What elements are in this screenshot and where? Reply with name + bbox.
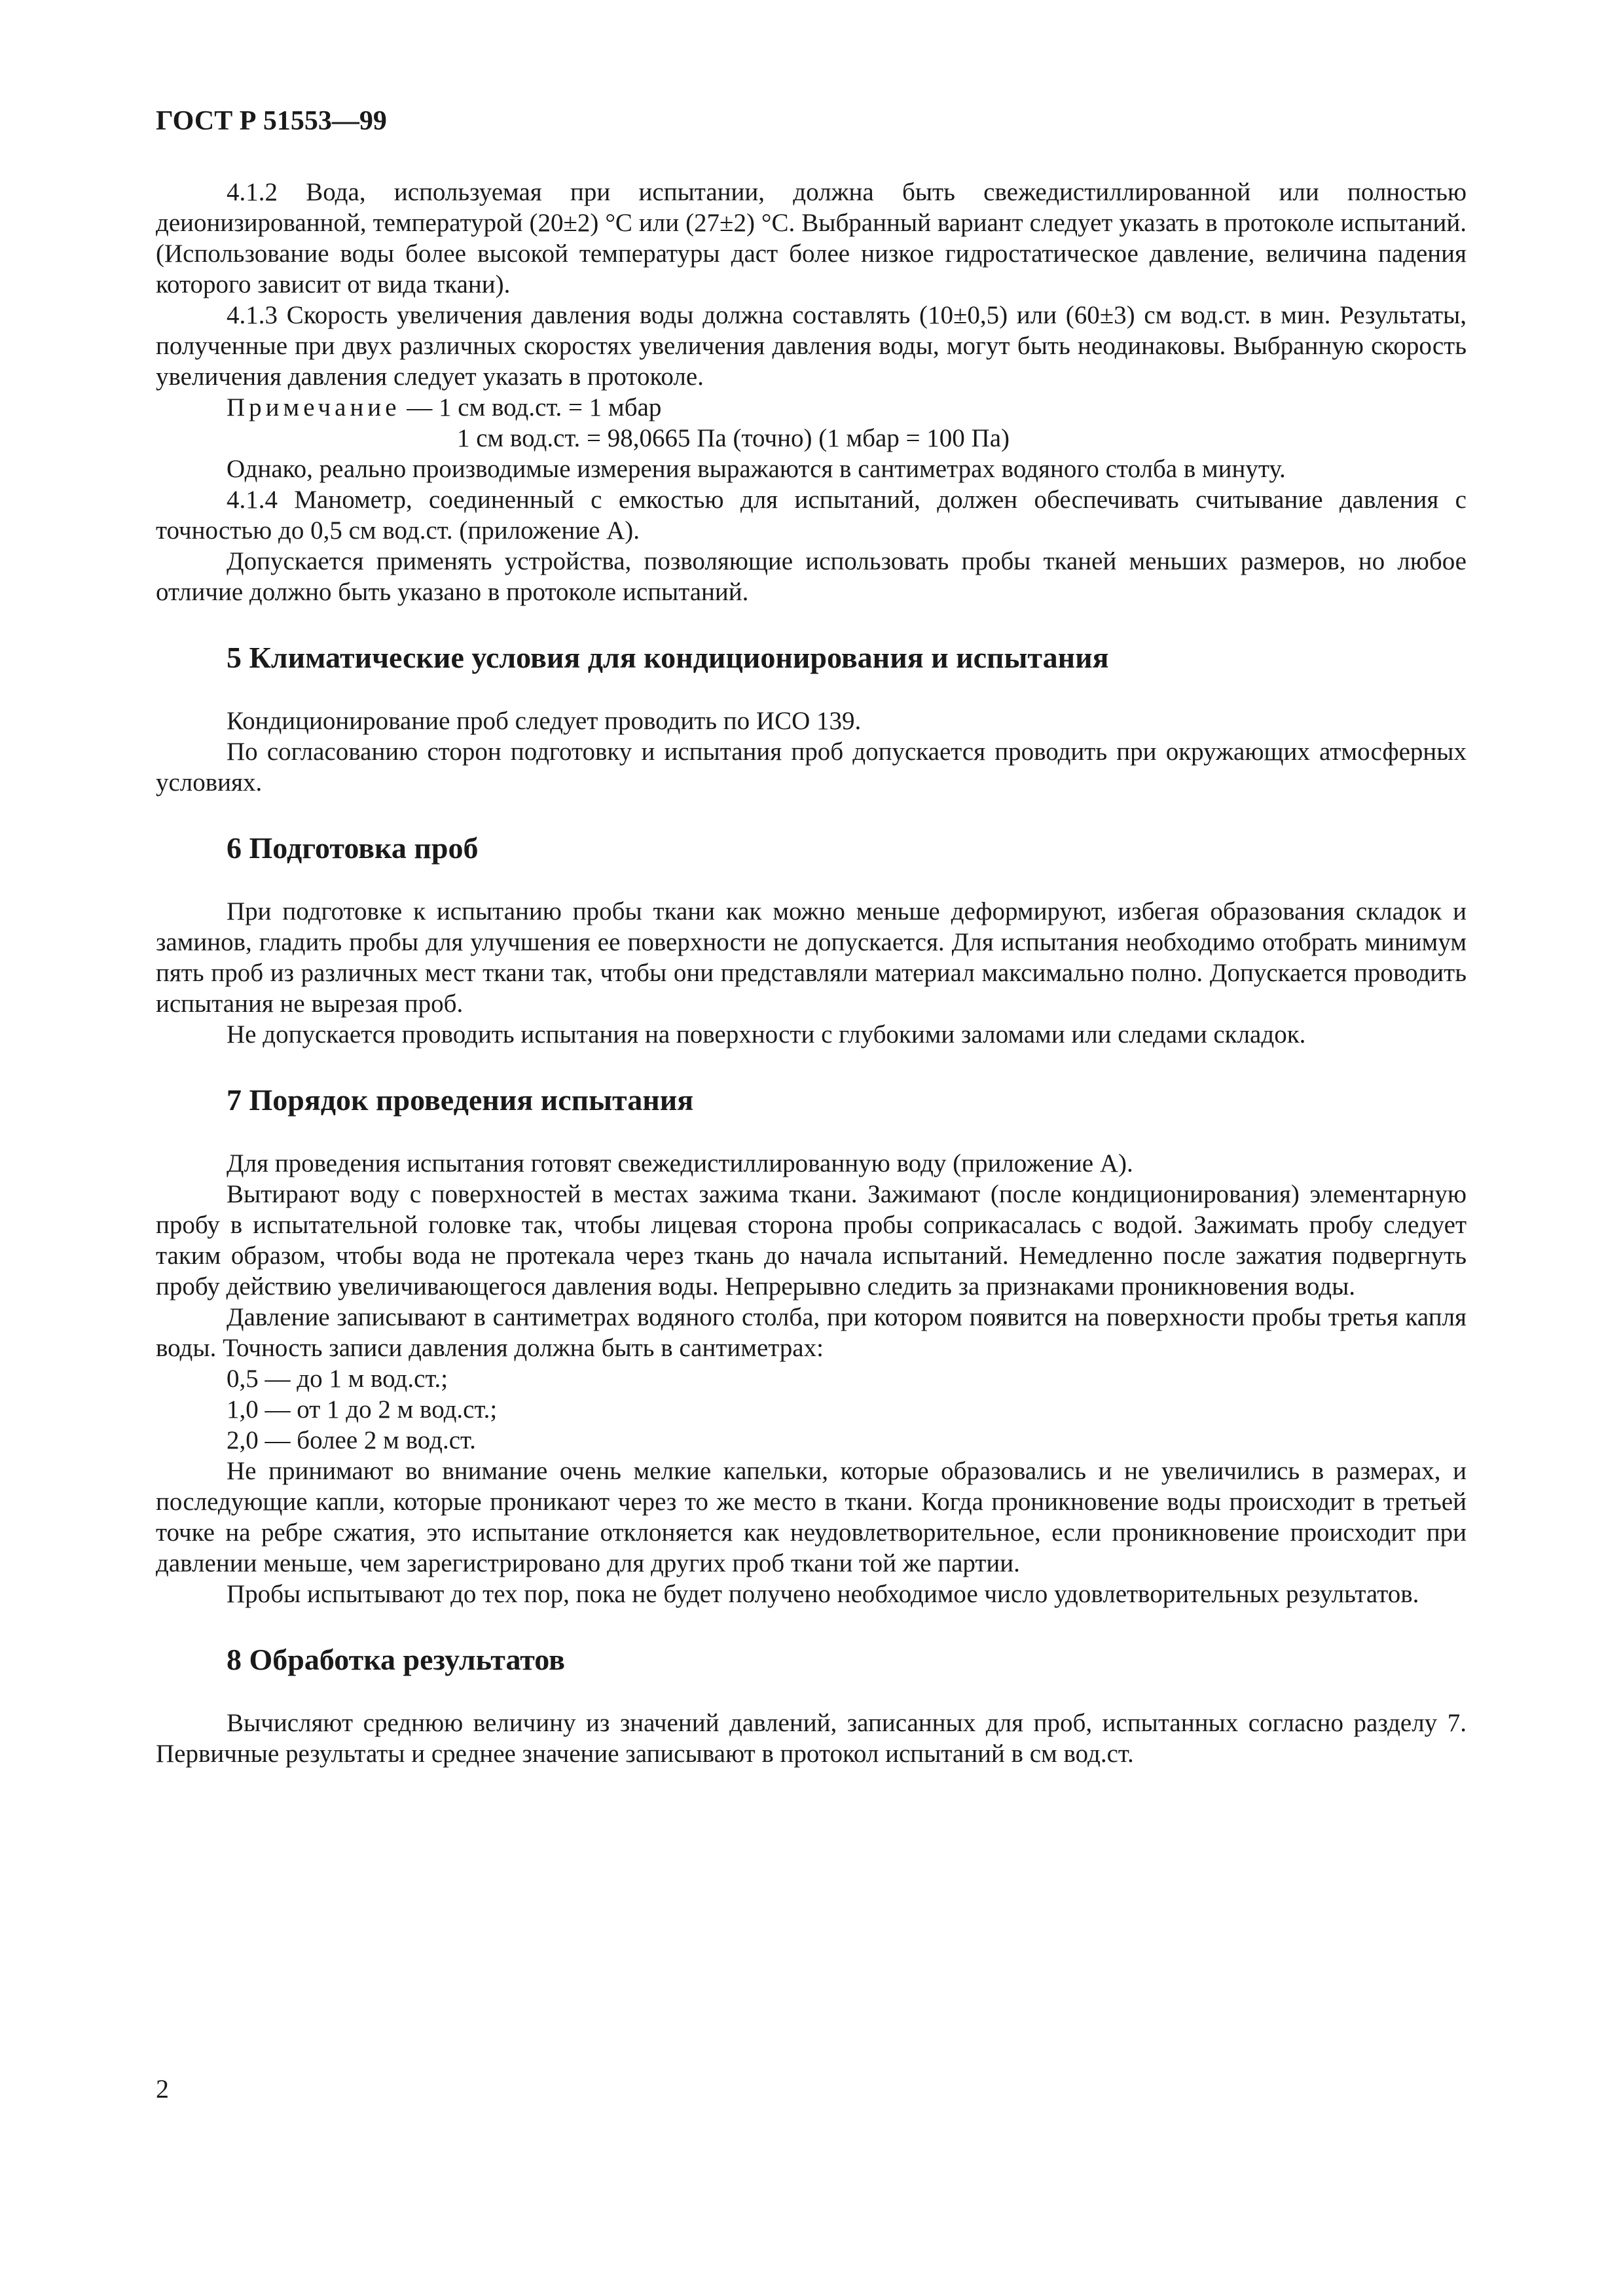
precision-list-item: 0,5 — до 1 м вод.ст.; <box>227 1365 448 1393</box>
section-7-paragraph-5: Пробы испытывают до тех пор, пока не будет получено необходимое число удовлетворительных результатов. <box>227 1580 1419 1608</box>
section-7-paragraph-1: Для проведения испытания готовят свежедистиллированную воду (приложение А). <box>227 1149 1133 1177</box>
paragraph-however: Однако, реально производимые измерения выражаются в сантиметрах водяного столба в минуту. <box>227 455 1286 483</box>
note-label: Примечание <box>227 393 401 422</box>
section-8-heading: 8 Обработка результатов <box>227 1643 565 1676</box>
standard-designation: ГОСТ Р 51553—99 <box>156 106 387 136</box>
section-7-paragraph-2: Вытирают воду с поверхностей в местах зажима ткани. Зажимают (после кондиционирования) элементарную пробу в испытательной головке так, чтобы лицевая сторона пробы соприкасалась с водой. Зажимать пробу следует таким образом, чтобы вода не протекала через ткань до начала испытаний. Немедленно после зажатия подвергнуть пробу действию увеличивающегося давления воды. Непрерывно следить за признаками проникновения воды. <box>156 1180 1467 1300</box>
section-6-paragraph-1: При подготовке к испытанию пробы ткани как можно меньше деформируют, избегая образования складок и заминов, гладить пробы для улучшения ее поверхности не допускается. Для испытания необходимо отобрать минимум пять проб из различных мест ткани так, чтобы они представляли материал максимально полно. Допускается проводить испытания не вырезая проб. <box>156 897 1467 1018</box>
document-body <box>156 177 1467 1769</box>
note-text-1: — 1 см вод.ст. = 1 мбар <box>400 393 662 422</box>
section-5-heading: 5 Климатические условия для кондиционирования и испытания <box>227 641 1109 674</box>
section-7-paragraph-4: Не принимают во внимание очень мелкие капельки, которые образовались и не увеличились в размерах, и последующие капли, которые проникают через то же место в ткани. Когда проникновение воды происходит в третьей точке на ребре сжатия, это испытание отклоняется как неудовлетворительное, если проникновение происходит при давлении меньше, чем зарегистрировано для других проб ткани той же партии. <box>156 1457 1467 1577</box>
section-6-heading: 6 Подготовка проб <box>227 831 479 865</box>
paragraph-allowed: Допускается применять устройства, позволяющие использовать пробы тканей меньших размеров, но любое отличие должно быть указано в протоколе испытаний. <box>156 547 1467 606</box>
section-7-heading: 7 Порядок проведения испытания <box>227 1083 694 1117</box>
paragraph-4-1-2: 4.1.2 Вода, используемая при испытании, должна быть свежедистиллированной или полностью деионизированной, температурой (20±2) °С или (27±2) °С. Выбранный вариант следует указать в протоколе испытаний. (Использование воды более высокой температуры даст более низкое гидростатическое давление, величина падения которого зависит от вида ткани). <box>156 178 1467 298</box>
section-5-paragraph-2: По согласованию сторон подготовку и испытания проб допускается проводить при окружающих атмосферных условиях. <box>156 738 1467 797</box>
precision-list-item: 2,0 — более 2 м вод.ст. <box>227 1426 476 1454</box>
paragraph-4-1-4: 4.1.4 Манометр, соединенный с емкостью для испытаний, должен обеспечивать считывание давления с точностью до 0,5 см вод.ст. (приложение А). <box>156 486 1467 545</box>
section-8-paragraph-1: Вычисляют среднюю величину из значений давлений, записанных для проб, испытанных согласно разделу 7. Первичные результаты и среднее значение записывают в протокол испытаний в см вод.ст. <box>156 1709 1467 1768</box>
note-line-1 <box>156 392 1467 423</box>
precision-list-item: 1,0 — от 1 до 2 м вод.ст.; <box>227 1395 498 1424</box>
page-number: 2 <box>156 2074 169 2104</box>
section-7-paragraph-3: Давление записывают в сантиметрах водяного столба, при котором появится на поверхности пробы третья капля воды. Точность записи давления должна быть в сантиметрах: <box>156 1303 1467 1362</box>
section-6-paragraph-2: Не допускается проводить испытания на поверхности с глубокими заломами или следами складок. <box>227 1020 1306 1049</box>
paragraph-4-1-3: 4.1.3 Скорость увеличения давления воды должна составлять (10±0,5) или (60±3) см вод.ст. в мин. Результаты, полученные при двух различных скоростях увеличения давления воды, могут быть неодинаковы. Выбранную скорость увеличения давления следует указать в протоколе. <box>156 301 1467 391</box>
note-line-2: 1 см вод.ст. = 98,0665 Па (точно) (1 мбар = 100 Па) <box>457 424 1010 452</box>
section-5-paragraph-1: Кондиционирование проб следует проводить по ИСО 139. <box>227 707 862 735</box>
